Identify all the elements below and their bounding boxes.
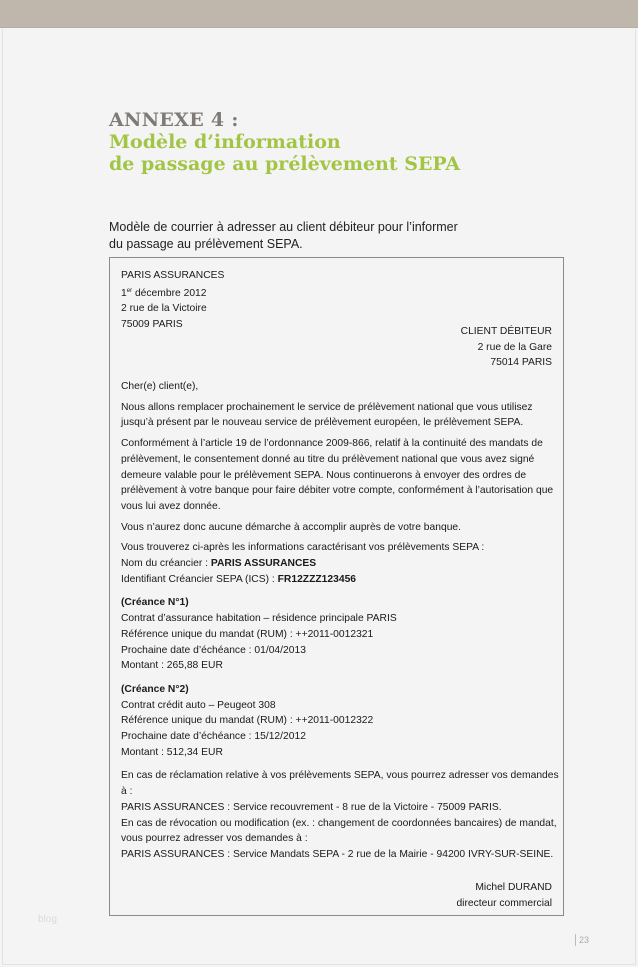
signatory-name: Michel DURAND	[475, 882, 552, 893]
creance-1	[121, 595, 561, 674]
letter-body	[121, 379, 561, 863]
recipient-name: CLIENT DÉBITEUR	[460, 326, 552, 337]
paragraph: Conformément à l’article 19 de l’ordonnance 2009-866, relatif à la continuité des mandats de prélèvement, le consentement donné au titre du prélèvement national que vous avez signé demeure valable pour le prélèvement SEPA. Nous continuerons à envoyer des ordres de prélèvement à votre banque pour faire débiter votre compte, conformément à l’autorisation que vous lui avez donnée.	[121, 438, 554, 512]
creditor-name-label: Nom du créancier :	[121, 558, 211, 570]
sender-street: 2 rue de la Victoire	[121, 303, 207, 315]
sender-company: PARIS ASSURANCES	[121, 270, 225, 281]
annex-label: ANNEXE 4 :	[109, 109, 239, 131]
creance-rum: Référence unique du mandat (RUM) : ++2011-0012321	[121, 628, 374, 640]
date-day: 1	[121, 287, 127, 299]
creance-due-date: Prochaine date d’échéance : 01/04/2013	[121, 644, 306, 656]
watermark: blog	[38, 914, 57, 925]
info-intro: Vous trouverez ci-après les informations caractérisant vos prélèvements SEPA :	[121, 542, 485, 554]
sender-city: 75009 PARIS	[121, 319, 183, 331]
letter-date	[121, 284, 224, 302]
paragraph: Vous n’aurez donc aucune démarche à accomplir auprès de votre banque.	[121, 521, 462, 533]
intro-line: Modèle de courrier à adresser au client débiteur pour l’informer	[109, 220, 458, 234]
date-rest: décembre 2012	[132, 287, 207, 299]
recipient-block	[461, 324, 552, 371]
title-line-2: de passage au prélèvement SEPA	[109, 153, 461, 175]
page-number: 23	[575, 934, 589, 946]
ics-label: Identifiant Créancier SEPA (ICS) :	[121, 573, 278, 585]
signatory-role: directeur commercial	[456, 897, 552, 909]
letter-template	[109, 257, 564, 916]
page-title	[109, 109, 460, 175]
closing-line: En cas de réclamation relative à vos prélèvements SEPA, vous pourrez adresser vos demandes à :	[121, 770, 559, 798]
creance-title: (Créance N°2)	[121, 683, 189, 695]
creance-amount: Montant : 512,34 EUR	[121, 746, 223, 758]
title-line-1: Modèle d’information	[109, 131, 341, 153]
creance-contract: Contrat crédit auto – Peugeot 308	[121, 699, 276, 711]
sender-block	[121, 268, 224, 333]
ics-line	[121, 572, 561, 588]
closing-section	[121, 768, 561, 862]
closing-line: PARIS ASSURANCES : Service recouvrement - 8 rue de la Victoire - 75009 PARIS.	[121, 801, 502, 813]
top-band	[0, 0, 638, 28]
creance-due-date: Prochaine date d’échéance : 15/12/2012	[121, 731, 306, 743]
intro-line: du passage au prélèvement SEPA.	[109, 237, 303, 251]
creance-contract: Contrat d’assurance habitation – résidence principale PARIS	[121, 613, 397, 625]
greeting: Cher(e) client(e),	[121, 381, 199, 392]
creance-rum: Référence unique du mandat (RUM) : ++2011-0012322	[121, 715, 374, 727]
closing-line: En cas de révocation ou modification (ex. : changement de coordonnées bancaires) de mandat,	[121, 817, 557, 829]
ics-value: FR12ZZZ123456	[277, 573, 357, 585]
paragraph: Nous allons remplacer prochainement le service de prélèvement national que vous utilisez jusqu’à présent par le nouveau service de prélèvement européen, le prélèvement SEPA.	[121, 401, 533, 429]
signature-block	[456, 880, 552, 911]
recipient-street: 2 rue de la Gare	[477, 341, 552, 353]
closing-line: PARIS ASSURANCES : Service Mandats SEPA - 2 rue de la Mairie - 94200 IVRY-SUR-SEINE.	[121, 848, 554, 860]
creditor-name-value: PARIS ASSURANCES	[210, 558, 317, 570]
intro-text	[109, 219, 509, 253]
recipient-city: 75014 PARIS	[490, 357, 552, 369]
creditor-name-line	[121, 556, 561, 572]
closing-line: vous pourrez adresser vos demandes à :	[121, 833, 308, 845]
creance-amount: Montant : 265,88 EUR	[121, 660, 223, 672]
creance-title: (Créance N°1)	[121, 597, 189, 609]
date-sup: er	[126, 287, 133, 294]
creance-2	[121, 682, 561, 761]
